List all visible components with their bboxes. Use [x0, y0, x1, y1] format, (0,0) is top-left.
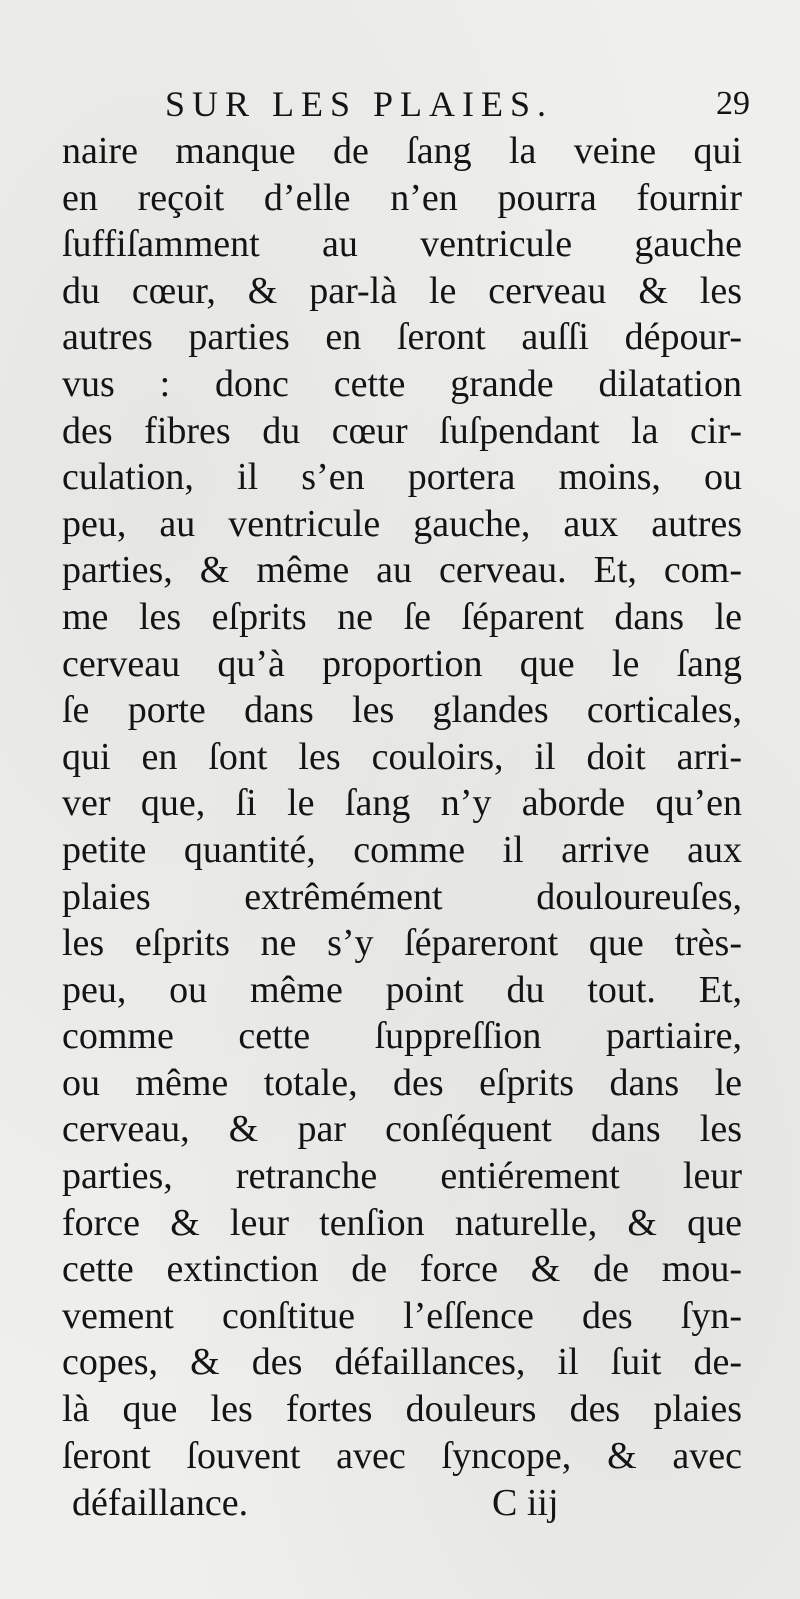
text-line: force & leur tenſion naturelle, & que: [62, 1201, 742, 1244]
text-line: ſe porte dans les glandes corticales,: [62, 689, 742, 732]
text-line: comme cette ſuppreſſion partiaire,: [62, 1015, 742, 1058]
text-line: naire manque de ſang la veine qui: [62, 130, 742, 172]
text-line: ou même totale, des eſprits dans le: [62, 1061, 742, 1104]
text-line: copes, & des défaillances, il ſuit de-: [62, 1341, 742, 1384]
text-line: plaies extrêmément douloureuſes,: [62, 875, 742, 918]
text-line: ver que, ſi le ſang n’y aborde qu’en: [62, 782, 742, 825]
text-line: des fibres du cœur ſuſpendant la cir-: [62, 409, 742, 452]
text-line: cerveau qu’à proportion que le ſang: [62, 642, 742, 685]
text-line: culation, il s’en portera moins, ou: [62, 456, 742, 499]
running-title: SUR LES PLAIES.: [165, 84, 554, 124]
text-line: qui en ſont les couloirs, il doit arri-: [62, 735, 742, 778]
text-line: me les eſprits ne ſe ſéparent dans le: [62, 595, 742, 638]
text-line: cerveau, & par conſéquent dans les: [62, 1108, 742, 1151]
text-line: cette extinction de force & de mou-: [62, 1248, 742, 1291]
text-line: en reçoit d’elle n’en pourra fournir: [62, 176, 742, 219]
text-line: autres parties en ſeront auſſi dépour-: [62, 316, 742, 359]
text-line: peu, ou même point du tout. Et,: [62, 968, 742, 1011]
text-line: vus : donc cette grande dilatation: [62, 362, 742, 405]
page-number: 29: [716, 85, 750, 122]
body-text: [62, 128, 742, 1479]
text-line: vement conſtitue l’eſſence des ſyn-: [62, 1294, 742, 1337]
footer-line: [72, 1480, 572, 1526]
signature-mark: C iij: [492, 1482, 559, 1524]
text-line: ſeront ſouvent avec ſyncope, & avec: [62, 1434, 742, 1477]
text-line: les eſprits ne s’y ſépareront que très-: [62, 922, 742, 965]
text-line: peu, au ventricule gauche, aux autres: [62, 502, 742, 545]
text-line: ſuffiſamment au ventricule gauche: [62, 223, 742, 266]
text-line: là que les fortes douleurs des plaies: [62, 1388, 742, 1431]
text-line: petite quantité, comme il arrive aux: [62, 828, 742, 871]
last-word: défaillance.: [72, 1482, 249, 1524]
running-head: [165, 82, 750, 126]
text-line: du cœur, & par-là le cerveau & les: [62, 269, 742, 312]
text-line: parties, retranche entiérement leur: [62, 1155, 742, 1198]
text-line: parties, & même au cerveau. Et, com-: [62, 549, 742, 592]
